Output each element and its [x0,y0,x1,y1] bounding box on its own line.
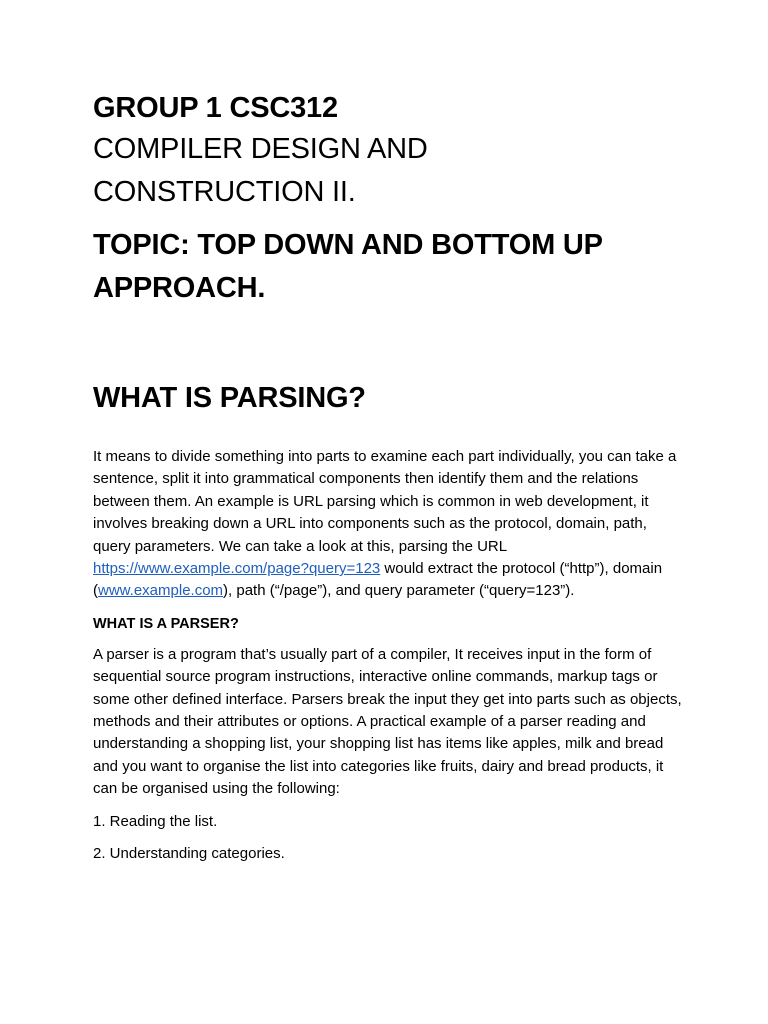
example-domain-link[interactable]: www.example.com [98,582,224,600]
parsing-text-part-1: It means to divide something into parts to examine each part individually, you can take a sentence, split it into grammatical components then identify them and the relations between them. An example is URL parsing which is common in web development, it involves breaking down a URL into components such as the protocol, domain, path, query parameters. We can take a look at this, parsing the URL [93,448,677,555]
course-title-line-1: COMPILER DESIGN AND [93,133,428,165]
list-item: 1. Reading the list. [93,812,218,830]
parsing-text-part-3: ), path (“/page”), and query parameter (“query=123”). [223,582,575,600]
parser-paragraph: A parser is a program that’s usually part of a compiler, It receives input in the form of sequential source program instructions, interactive online commands, markup tags or some other defined interface. Parsers break the input they get into parts such as objects, methods and their attributes or options. A practical example of a parser reading and understanding a shopping list, your shopping list has items like apples, milk and bread and you want to organise the list into categories like fruits, dairy and bread products, it can be organised using the following: [93,645,682,798]
list-item: 2. Understanding categories. [93,844,285,862]
example-url-link[interactable]: https://www.example.com/page?query=123 [93,560,381,578]
document-page [93,88,683,865]
parsing-text-part-2: would extract the protocol (“http”), domain ( [93,560,663,600]
parsing-paragraph [93,446,683,603]
section-heading: WHAT IS PARSING? [93,382,366,414]
course-title [93,128,683,214]
topic-heading-line-1: TOPIC: TOP DOWN AND BOTTOM UP [93,229,603,261]
topic-heading-line-2: APPROACH. [93,272,266,304]
group-title: GROUP 1 CSC312 [93,92,338,124]
topic-heading [93,224,683,310]
course-title-line-2: CONSTRUCTION II. [93,176,356,208]
parser-subheading: WHAT IS A PARSER? [93,615,239,632]
